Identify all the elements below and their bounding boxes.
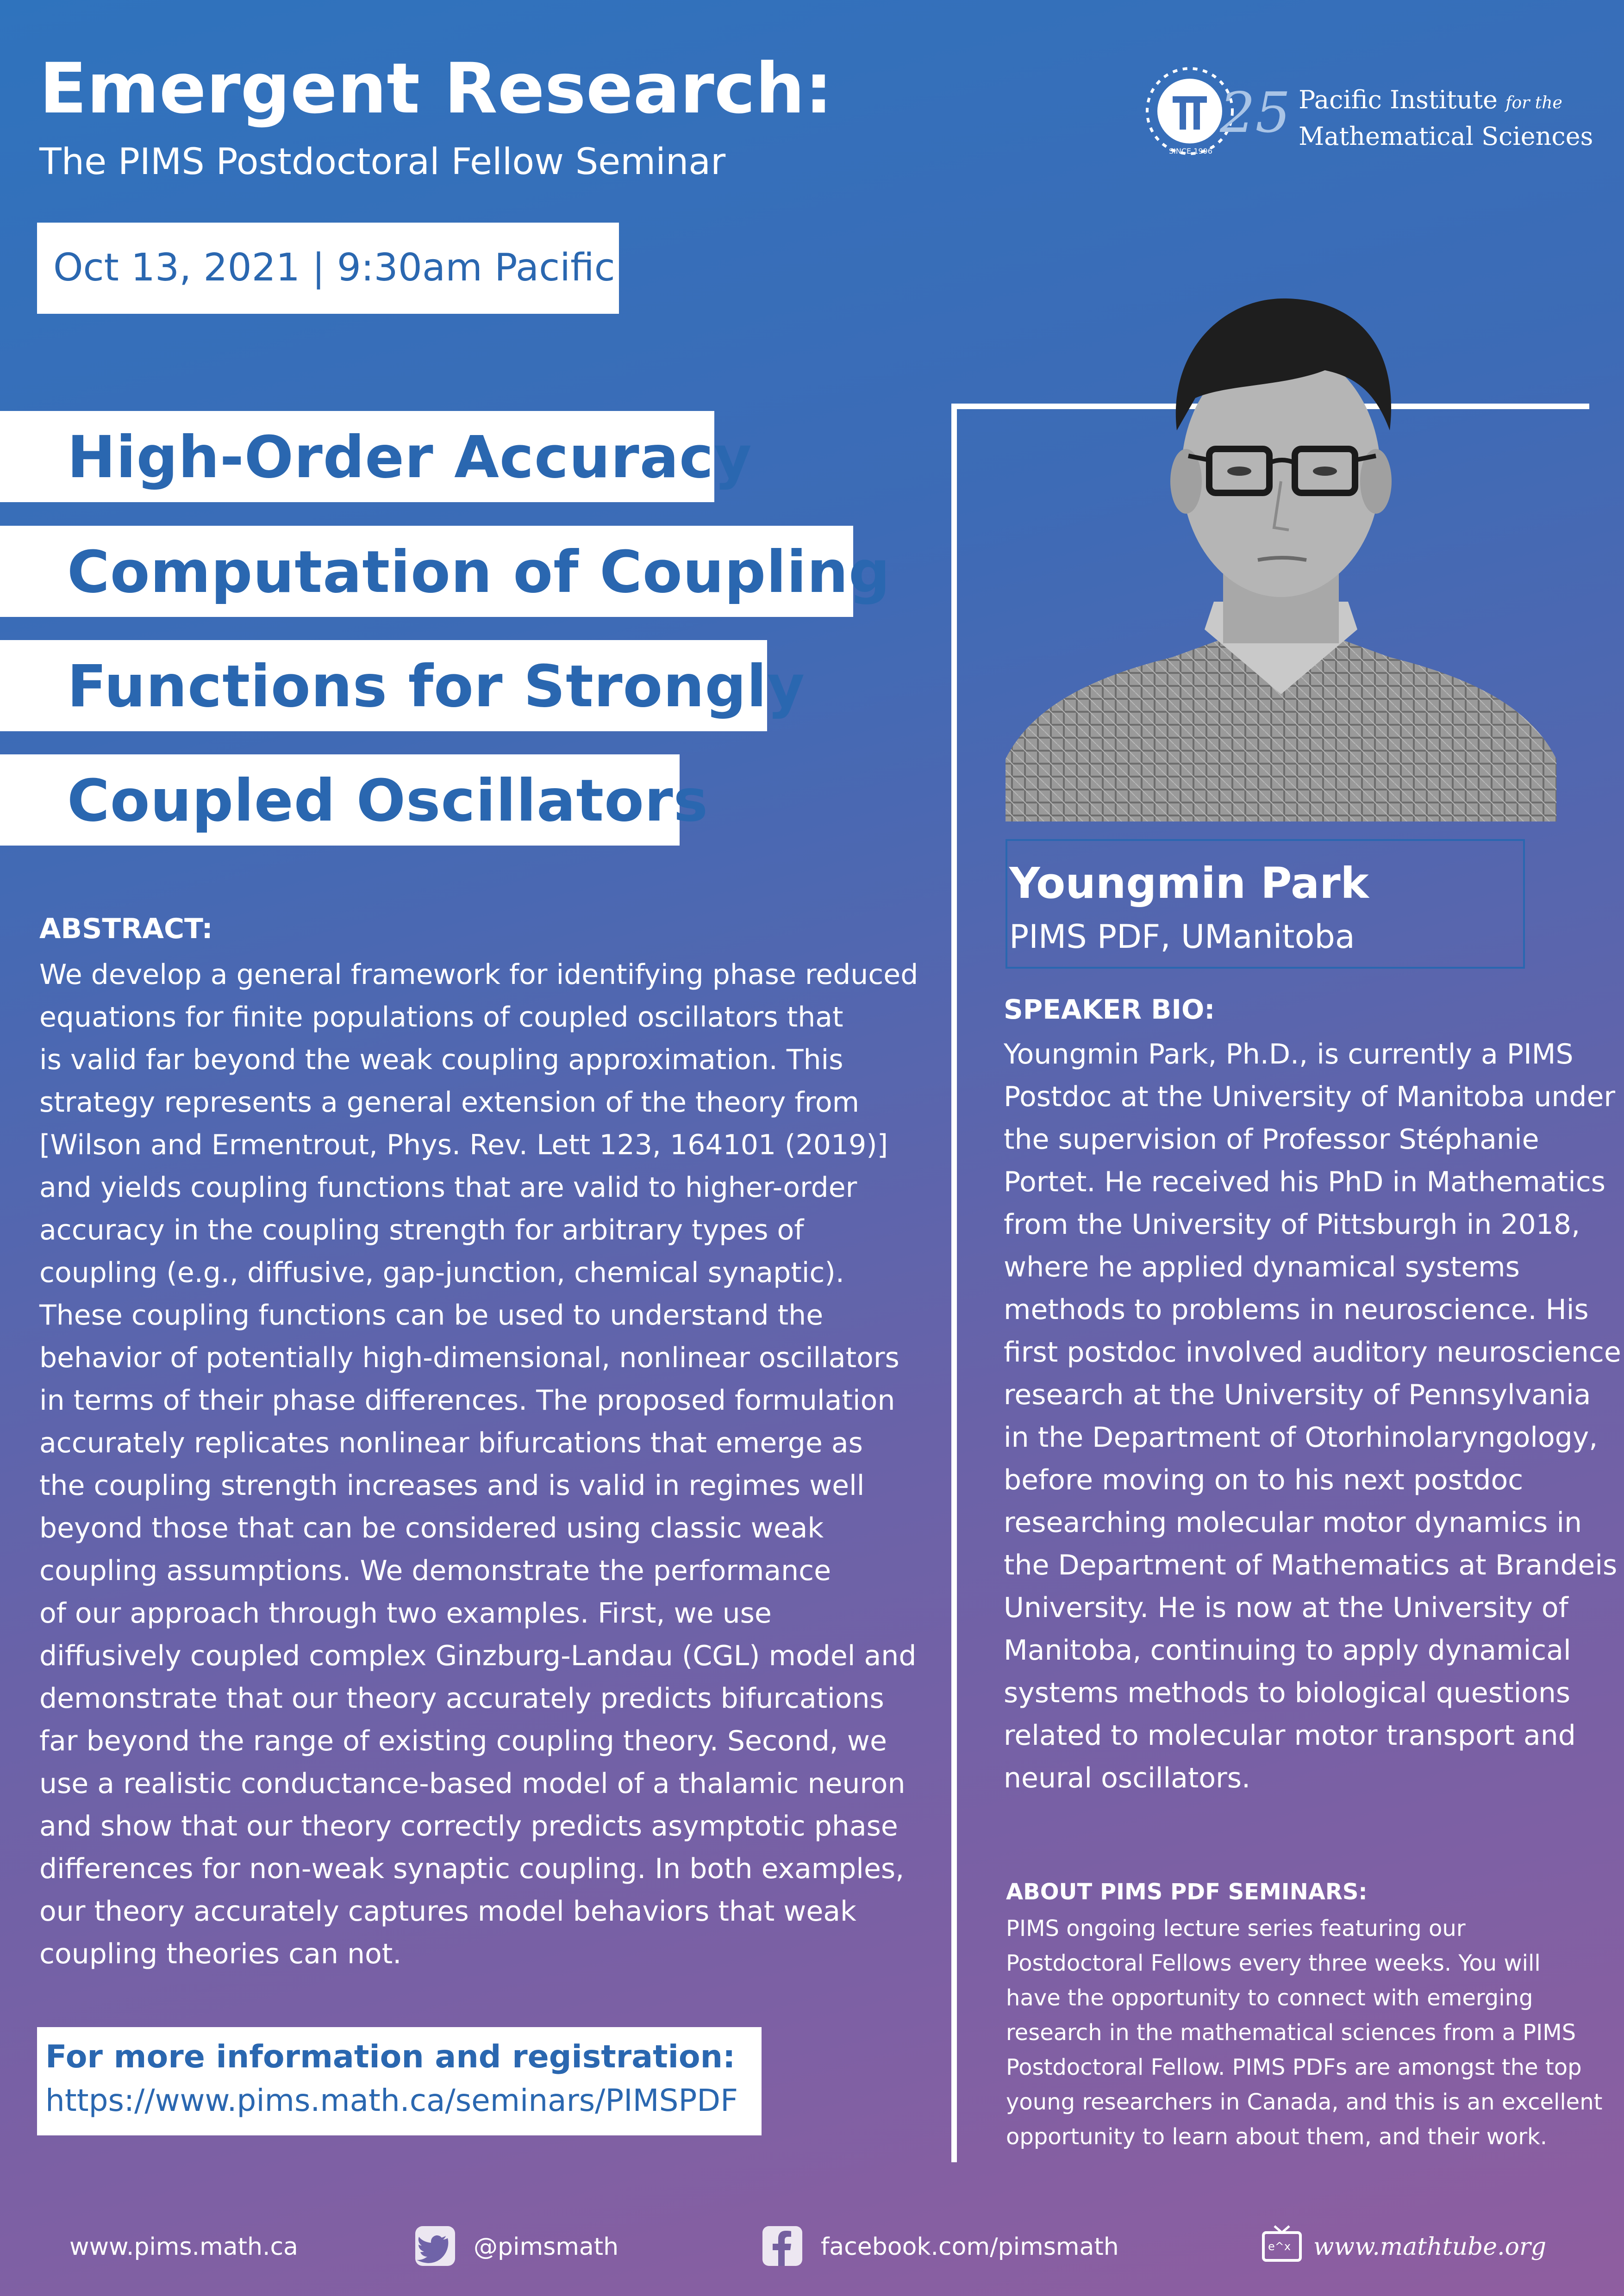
- about-line: Postdoctoral Fellows every three weeks. You will: [1006, 1950, 1541, 1976]
- facebook-icon[interactable]: [762, 2226, 802, 2266]
- abstract-line: accuracy in the coupling strength for arbitrary types of: [39, 1214, 804, 1246]
- bio-line: researching molecular motor dynamics in: [1004, 1506, 1582, 1539]
- abstract-line: far beyond the range of existing coupling theory. Second, we: [39, 1725, 887, 1757]
- abstract-line: the coupling strength increases and is valid in regimes well: [39, 1469, 865, 1502]
- abstract-line: coupling theories can not.: [39, 1938, 402, 1970]
- bio-line: Manitoba, continuing to apply dynamical: [1004, 1634, 1571, 1667]
- abstract-line: strategy represents a general extension of the theory from: [39, 1086, 860, 1119]
- abstract-line: diffusively coupled complex Ginzburg-Landau (CGL) model and: [39, 1640, 917, 1672]
- abstract-line: [Wilson and Ermentrout, Phys. Rev. Lett 123, 164101 (2019)]: [39, 1129, 888, 1161]
- registration-link[interactable]: https://www.pims.math.ca/seminars/PIMSPDF: [45, 2083, 738, 2118]
- bio-line: research at the University of Pennsylvania: [1004, 1379, 1591, 1411]
- abstract-line: of our approach through two examples. First, we use: [39, 1597, 772, 1630]
- abstract-line: These coupling functions can be used to understand the: [39, 1299, 824, 1332]
- pims-logo-icon: [1137, 56, 1294, 167]
- talk-title-band-2: [0, 526, 891, 617]
- bio-heading: SPEAKER BIO:: [1004, 994, 1215, 1025]
- about-line: Postdoctoral Fellow. PIMS PDFs are amongst the top: [1006, 2054, 1582, 2080]
- bio-line: the supervision of Professor Stéphanie: [1004, 1123, 1539, 1156]
- svg-text:SINCE 1996: SINCE 1996: [1169, 147, 1212, 156]
- registration-title: For more information and registration:: [45, 2039, 736, 2075]
- abstract-line: beyond those that can be considered using classic weak: [39, 1512, 824, 1544]
- bio-line: in the Department of Otorhinolaryngology,: [1004, 1421, 1598, 1454]
- abstract-line: is valid far beyond the weak coupling approximation. This: [39, 1044, 843, 1076]
- about-heading: ABOUT PIMS PDF SEMINARS:: [1006, 1879, 1368, 1905]
- talk-title-band-4: [0, 754, 709, 846]
- twitter-icon[interactable]: [415, 2226, 455, 2266]
- footer-twitter-link[interactable]: @pimsmath: [474, 2233, 619, 2261]
- about-line: opportunity to learn about them, and their work.: [1006, 2124, 1548, 2150]
- bio-line: where he applied dynamical systems: [1004, 1251, 1520, 1283]
- footer-facebook-link[interactable]: facebook.com/pimsmath: [821, 2233, 1119, 2261]
- event-series-subtitle: The PIMS Postdoctoral Fellow Seminar: [39, 141, 726, 183]
- abstract-line: in terms of their phase differences. The proposed formulation: [39, 1384, 895, 1417]
- pims-logo-text: [1299, 83, 1593, 153]
- bio-line: Postdoc at the University of Manitoba under: [1004, 1081, 1616, 1113]
- talk-title-line-4: Coupled Oscillators: [67, 767, 709, 834]
- bio-line: Youngmin Park, Ph.D., is currently a PIMS: [1004, 1038, 1574, 1070]
- bio-line: the Department of Mathematics at Brandeis: [1004, 1549, 1618, 1581]
- abstract-line: equations for finite populations of coupled oscillators that: [39, 1001, 843, 1033]
- about-line: PIMS ongoing lecture series featuring our: [1006, 1916, 1466, 1941]
- bio-line: from the University of Pittsburgh in 2018,: [1004, 1208, 1580, 1241]
- abstract-line: coupling assumptions. We demonstrate the performance: [39, 1555, 831, 1587]
- talk-title-band-1: [0, 411, 752, 502]
- talk-title-band-3: [0, 640, 806, 731]
- bio-line: Portet. He received his PhD in Mathematics: [1004, 1166, 1605, 1198]
- footer-mathtube-link[interactable]: www.mathtube.org: [1313, 2233, 1547, 2261]
- event-datetime: Oct 13, 2021 | 9:30am Pacific: [53, 246, 615, 290]
- mathtube-icon[interactable]: [1261, 2222, 1303, 2265]
- abstract-line: We develop a general framework for identifying phase reduced: [39, 958, 918, 991]
- abstract-text: [39, 953, 918, 1975]
- speaker-photo: [1006, 278, 1556, 821]
- talk-title-line-1: High-Order Accuracy: [67, 424, 752, 491]
- svg-text:25: 25: [1220, 81, 1291, 145]
- talk-title-line-3: Functions for Strongly: [67, 653, 806, 720]
- speaker-portrait: [1006, 278, 1556, 821]
- logo-line2: Mathematical Sciences: [1299, 122, 1593, 151]
- bio-line: systems methods to biological questions: [1004, 1677, 1571, 1709]
- event-series-title: Emergent Research:: [39, 49, 833, 129]
- abstract-line: coupling (e.g., diffusive, gap-junction, chemical synaptic).: [39, 1257, 844, 1289]
- bio-line: methods to problems in neuroscience. His: [1004, 1294, 1589, 1326]
- logo-line1-suffix: for the: [1505, 93, 1562, 112]
- bio-line: related to molecular motor transport and: [1004, 1719, 1576, 1752]
- svg-text:e^x: e^x: [1268, 2240, 1291, 2253]
- bio-line: neural oscillators.: [1004, 1762, 1251, 1794]
- logo-line1: Pacific Institute: [1299, 85, 1498, 114]
- frame-left-line: [951, 404, 957, 2162]
- footer-website-link[interactable]: www.pims.math.ca: [69, 2233, 298, 2261]
- bio-line: before moving on to his next postdoc: [1004, 1464, 1524, 1496]
- about-line: research in the mathematical sciences from a PIMS: [1006, 2020, 1576, 2046]
- abstract-heading: ABSTRACT:: [39, 913, 213, 945]
- bio-line: University. He is now at the University of: [1004, 1592, 1568, 1624]
- abstract-line: and yields coupling functions that are valid to higher-order: [39, 1171, 857, 1204]
- bio-text: [1004, 1033, 1621, 1799]
- bio-line: first postdoc involved auditory neuroscience: [1004, 1336, 1621, 1369]
- abstract-line: behavior of potentially high-dimensional, nonlinear oscillators: [39, 1342, 899, 1374]
- abstract-line: use a realistic conductance-based model of a thalamic neuron: [39, 1767, 906, 1800]
- speaker-affiliation: PIMS PDF, UManitoba: [1009, 918, 1355, 956]
- about-line: young researchers in Canada, and this is an excellent: [1006, 2089, 1603, 2115]
- abstract-line: differences for non-weak synaptic coupling. In both examples,: [39, 1853, 905, 1885]
- abstract-line: our theory accurately captures model behaviors that weak: [39, 1895, 856, 1928]
- date-box: [37, 223, 619, 314]
- abstract-line: accurately replicates nonlinear bifurcations that emerge as: [39, 1427, 863, 1459]
- talk-title-line-2: Computation of Coupling: [67, 539, 891, 606]
- registration-box: [37, 2027, 762, 2135]
- about-text: [1006, 1911, 1602, 2154]
- abstract-line: and show that our theory correctly predicts asymptotic phase: [39, 1810, 898, 1842]
- about-line: have the opportunity to connect with emerging: [1006, 1985, 1533, 2011]
- abstract-line: demonstrate that our theory accurately predicts bifurcations: [39, 1682, 884, 1715]
- speaker-name: Youngmin Park: [1009, 859, 1369, 908]
- pims-logo: [1137, 56, 1593, 167]
